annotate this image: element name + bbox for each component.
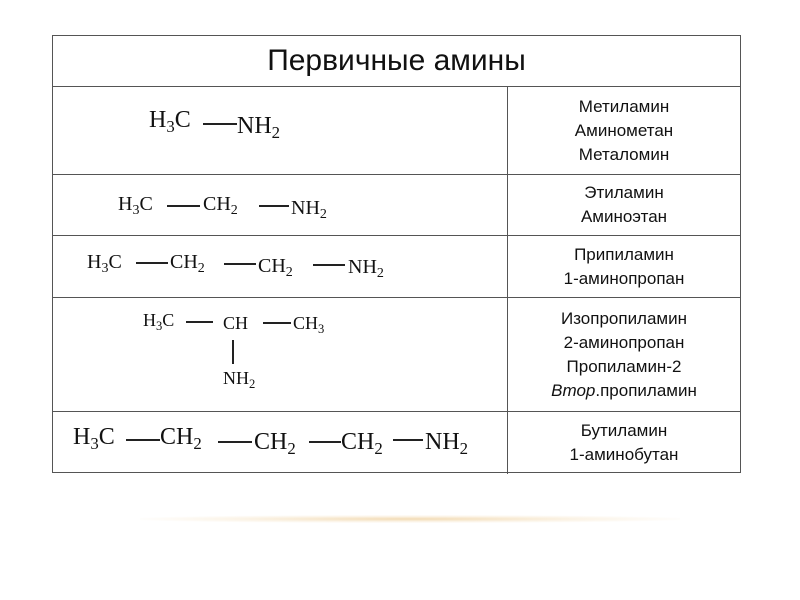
table-row-propylamine: [53, 236, 740, 298]
group-h3c: $H_3C$: [149, 107, 191, 137]
bond-line: [259, 205, 289, 207]
bond-line: [167, 205, 200, 207]
bond-line: [313, 264, 345, 266]
italic-prefix: Втор: [551, 380, 596, 400]
slide-shadow: [140, 515, 680, 523]
group-nh2: $NH_2$: [425, 429, 469, 459]
table-row-ethylamine: [53, 175, 740, 236]
compound-name: Изопропиламин: [560, 308, 688, 328]
bond-line-vertical: [232, 340, 234, 364]
compound-name: Припиламин: [574, 244, 674, 264]
compound-name: 2-аминопропан: [563, 332, 685, 352]
table-row-butylamine: [53, 412, 740, 474]
structural-formula: [53, 412, 508, 474]
amines-table: [52, 35, 741, 473]
group-ch3: $CH_3$: [293, 313, 325, 336]
table-title: Первичные амины: [53, 36, 740, 87]
table-row-methylamine: [53, 87, 740, 175]
group-nh2: $NH_2$: [291, 197, 327, 223]
group-ch2: $CH_2$: [254, 429, 296, 459]
group-h3c: $H_3C$: [87, 251, 122, 277]
compound-name: Этиламин: [584, 183, 664, 202]
group-ch2: $CH_2$: [203, 193, 238, 219]
bond-line: [263, 322, 291, 324]
name-cell: [508, 87, 740, 174]
group-h3c: $H_3C$: [118, 193, 153, 219]
compound-name: Метиламин: [578, 96, 670, 116]
name-cell: [508, 175, 740, 235]
compound-name: Металомин: [578, 144, 670, 164]
compound-name: Втор.пропиламин: [551, 380, 697, 400]
compound-name: Аминометан: [574, 120, 674, 140]
compound-name: Пропиламин-2: [566, 356, 682, 376]
group-nh2: $NH_2$: [223, 368, 256, 391]
compound-name: 1-аминопропан: [563, 268, 685, 288]
structural-formula: [53, 236, 508, 297]
group-h3c: $H_3C$: [143, 310, 175, 333]
bond-line: [136, 262, 168, 264]
group-h3c: $H_3C$: [73, 424, 115, 454]
bond-line: [218, 441, 252, 443]
group-ch: CH: [223, 313, 249, 333]
bond-line: [203, 123, 237, 125]
name-cell: [508, 236, 740, 297]
compound-name: 1-аминобутан: [569, 445, 679, 464]
group-ch2: $CH_2$: [170, 251, 205, 277]
bond-line: [393, 439, 423, 441]
structural-formula: [53, 87, 508, 174]
group-ch2: $CH_2$: [160, 424, 202, 454]
compound-name: Бутиламин: [580, 421, 668, 440]
compound-name: Аминоэтан: [580, 207, 668, 226]
table-row-isopropylamine: [53, 298, 740, 412]
structural-formula: [53, 175, 508, 235]
name-cell: [508, 298, 740, 411]
bond-line: [309, 441, 341, 443]
group-ch2: $CH_2$: [341, 429, 383, 459]
group-nh2: $NH_2$: [237, 113, 281, 143]
bond-line: [224, 263, 256, 265]
bond-line: [126, 439, 160, 441]
group-ch2: $CH_2$: [258, 255, 293, 281]
bond-line: [186, 321, 213, 323]
group-nh2: $NH_2$: [348, 256, 384, 282]
name-cell: [508, 412, 740, 474]
structural-formula: [53, 298, 508, 411]
